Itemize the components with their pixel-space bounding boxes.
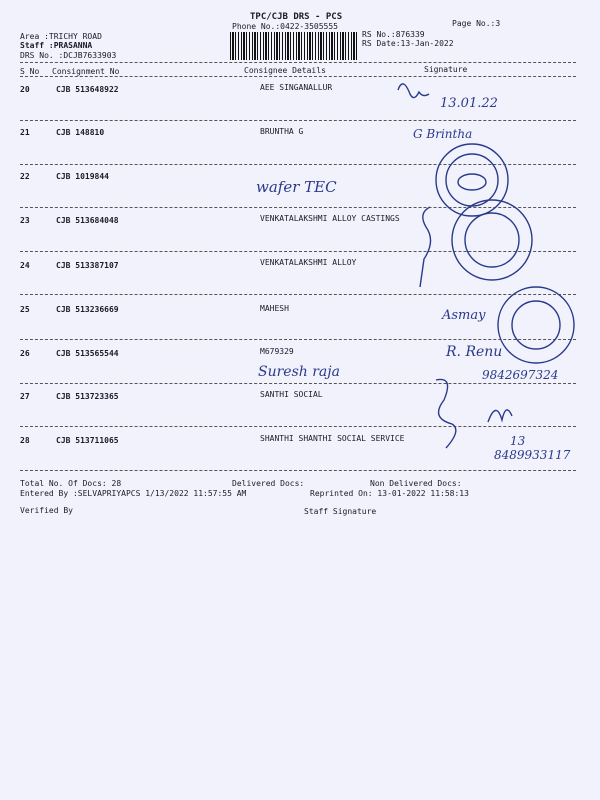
area: Area :TRICHY ROAD <box>20 32 102 41</box>
row21-handwritten-sign: G Brintha <box>413 127 473 141</box>
row-sno: 20 <box>20 85 30 94</box>
rs-number: RS No.:876339 <box>362 30 425 39</box>
row-consignment: CJB 1019844 <box>56 172 109 181</box>
row-consignee: SANTHI SOCIAL <box>260 390 323 399</box>
row-consignment: CJB 513684048 <box>56 216 119 225</box>
row-consignment: CJB 513565544 <box>56 349 119 358</box>
row-sno: 27 <box>20 392 30 401</box>
row-sno: 26 <box>20 349 30 358</box>
row-consignment: CJB 513236669 <box>56 305 119 314</box>
staff-signature: Staff Signature <box>304 507 377 516</box>
row-consignment: CJB 513711065 <box>56 436 119 445</box>
column-header-signature: Signature <box>424 65 468 74</box>
row22-handwritten-name: wafer TEC <box>256 178 337 196</box>
column-header-sno: S No <box>20 67 40 76</box>
row-consignee: VENKATALAKSHMI ALLOY CASTINGS <box>260 214 400 223</box>
row-consignment: CJB 513648922 <box>56 85 119 94</box>
row-consignee: MAHESH <box>260 304 289 313</box>
row-consignment: CJB 513723365 <box>56 392 119 401</box>
row-sno: 25 <box>20 305 30 314</box>
row-consignee: VENKATALAKSHMI ALLOY <box>260 258 357 267</box>
row25-handwritten-sign: Asmay <box>442 308 486 323</box>
row26-handwritten-sign: R. Renu <box>446 344 503 360</box>
row-sno: 23 <box>20 216 30 225</box>
row-sno: 28 <box>20 436 30 445</box>
column-header-consignee: Consignee Details <box>244 66 326 75</box>
row-sno: 24 <box>20 261 30 270</box>
column-header-consignment: Consignment No <box>52 67 120 76</box>
row28-handwritten-number: 13 <box>510 434 526 448</box>
staff-name: Staff :PRASANNA <box>20 41 93 50</box>
row-sno: 21 <box>20 128 30 137</box>
row26-handwritten-phone: 9842697324 <box>482 368 559 382</box>
row-sno: 22 <box>20 172 30 181</box>
verified-by: Verified By <box>20 506 73 515</box>
row20-handwritten-sign: 13.01.22 <box>440 96 498 111</box>
non-delivered-docs: Non Delivered Docs: <box>370 479 462 488</box>
row-consignee: BRUNTHA G <box>260 127 304 136</box>
row28-handwritten-phone: 8489933117 <box>494 448 571 462</box>
drs-number: DRS No. :DCJB7633903 <box>20 51 117 60</box>
entered-by: Entered By :SELVAPRIYAPCS 1/13/2022 11:57:55 AM <box>20 489 247 498</box>
row-consignee: SHANTHI SHANTHI SOCIAL SERVICE <box>260 434 405 443</box>
total-docs: Total No. Of Docs: 28 <box>20 479 122 488</box>
delivered-docs: Delivered Docs: <box>232 479 305 488</box>
row-consignee: AEE SINGANALLUR <box>260 83 333 92</box>
phone-number: Phone No.:0422-3505555 <box>232 22 338 31</box>
row-consignment: CJB 513387107 <box>56 261 119 270</box>
page-number: Page No.:3 <box>452 19 501 28</box>
reprinted-on: Reprinted On: 13-01-2022 11:58:13 <box>310 489 469 498</box>
rs-date: RS Date:13-Jan-2022 <box>362 39 454 48</box>
row-consignee: M679329 <box>260 347 294 356</box>
row-consignment: CJB 148810 <box>56 128 105 137</box>
row26-handwritten-name: Suresh raja <box>258 364 340 380</box>
document-title: TPC/CJB DRS - PCS <box>250 12 343 22</box>
